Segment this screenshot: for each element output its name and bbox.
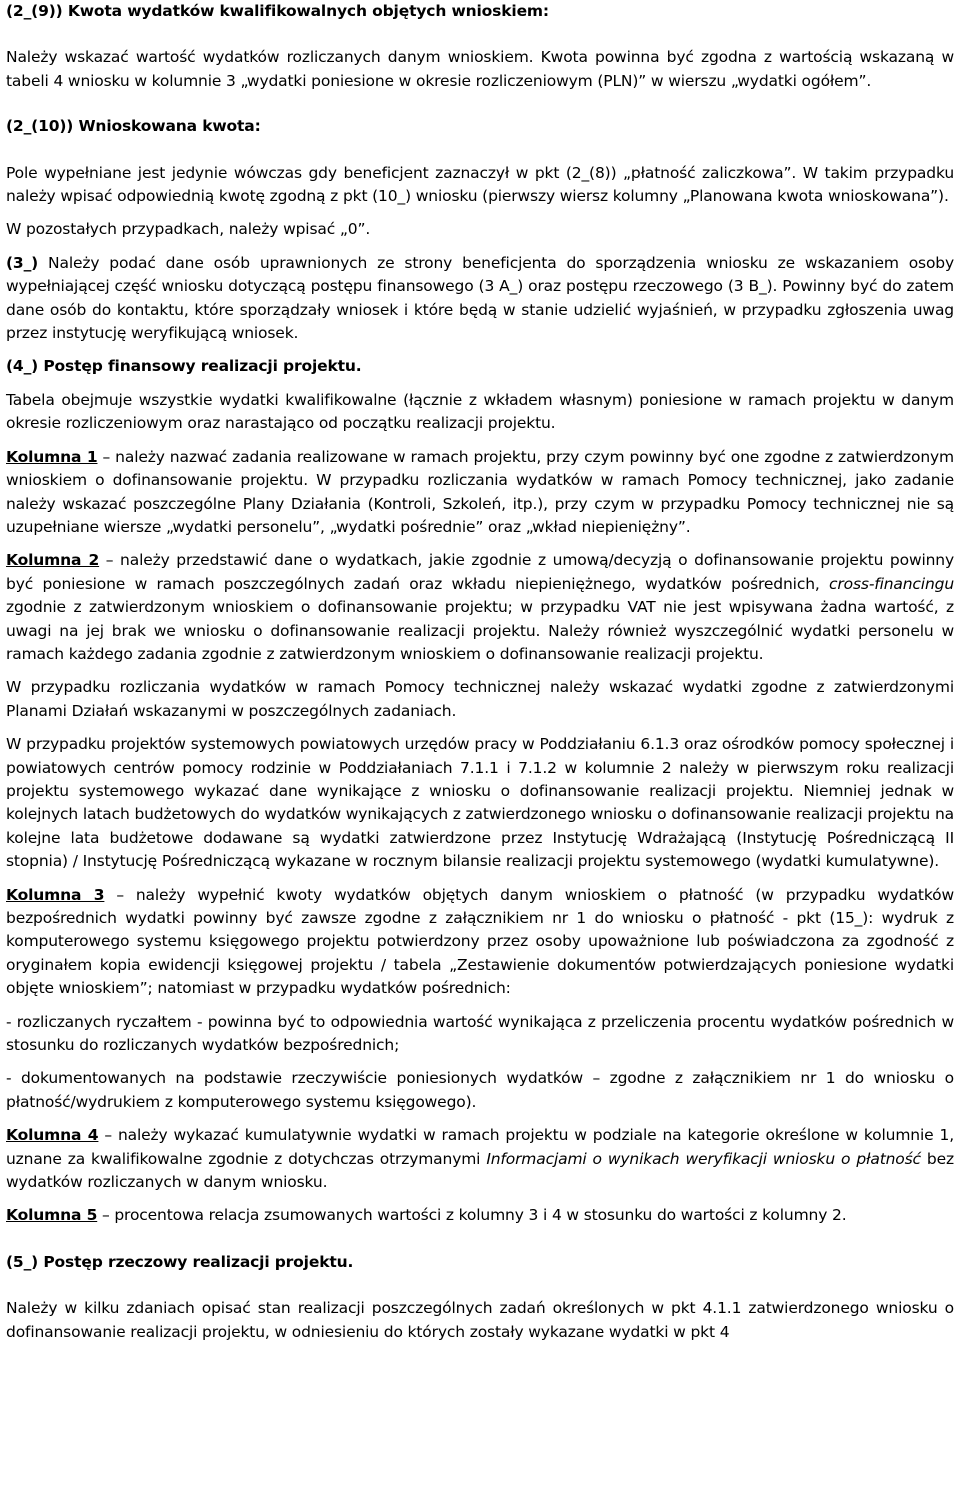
section-3-text: Należy podać dane osób uprawnionych ze strony beneficjenta do sporządzenia wniosku ze wskazaniem osoby wypełniającej część wniosku dotyczącą postępu finansowego (3 A_) oraz postępu rzeczowego (3 B_). Powinny być do zatem dane osób do kontaktu, które sporządzały wniosek i które będą w stanie udzielić wyjaśnień, w przypadku zgłoszenia uwag przez instytucję weryfikującą wniosek. bbox=[6, 253, 954, 343]
kolumna-2-paragraph-3: W przypadku projektów systemowych powiatowych urzędów pracy w Poddziałaniu 6.1.3 oraz ośrodków pomocy społecznej i powiatowych centrów pomocy rodzinie w Poddziałaniach 7.1.1 i 7.1.2 w kolumnie 2 należy w pierwszym roku realizacji projektu systemowego wykazać dane wynikające z wniosku o dofinansowanie realizacji projektu. Niemniej jednak w kolejnych latach budżetowych do wydatków wynikających z zatwierdzonego wniosku o dofinansowanie realizacji projektu na kolejne lata budżetowe dodawane są wydatki zatwierdzone przez Instytucję Wdrażającą (Instytucję Pośredniczącą II stopnia) / Instytucję Pośredniczącą wykazane w rocznym bilansie realizacji projektu systemowego (wydatki kumulatywne). bbox=[6, 735, 954, 871]
section-5-paragraph: Należy w kilku zdaniach opisać stan realizacji poszczególnych zadań określonych w pkt 4.1.1 zatwierdzonego wniosku o dofinansowanie realizacji projektu, w odniesieniu do których zostały wykazane wydatki w pkt 4 bbox=[6, 1299, 954, 1341]
section-4-intro: Tabela obejmuje wszystkie wydatki kwalifikowalne (łącznie z wkładem własnym) poniesione w ramach projektu w danym okresie rozliczeniowym oraz narastająco od początku realizacji projektu. bbox=[6, 390, 954, 433]
section-5-heading: (5_) Postęp rzeczowy realizacji projektu. bbox=[6, 1252, 354, 1271]
kolumna-5-paragraph bbox=[6, 1204, 954, 1227]
section-2-10-paragraph: Pole wypełniane jest jedynie wówczas gdy beneficjent zaznaczył w pkt (2_(8)) „płatność zaliczkowa”. W takim przypadku należy wpisać odpowiednią kwotę zgodną z pkt (10_) wniosku (pierwszy wiersz kolumny „Planowana kwota wnioskowana”). bbox=[6, 163, 954, 206]
kolumna-3-paragraph bbox=[6, 884, 954, 1001]
kolumna-1-text: – należy nazwać zadania realizowane w ramach projektu, przy czym powinny być one zgodne z zatwierdzonym wnioskiem o dofinansowanie projektu. W przypadku rozliczania wydatków w ramach Pomocy technicznej, jako zadanie należy wskazać poszczególne Plany Działania (Kontroli, Szkoleń, itp.), przy czym w przypadku Pomocy technicznej nie są uzupełniane wiersze „wydatki personelu”, „wydatki pośrednie” oraz „wkład niepieniężny”. bbox=[6, 447, 954, 536]
kolumna-3-bullet-2: - dokumentowanych na podstawie rzeczywiście poniesionych wydatków – zgodne z załącznikiem nr 1 do wniosku o płatność/wydrukiem z komputerowego systemu księgowego). bbox=[6, 1069, 954, 1111]
kolumna-2-paragraph-2: W przypadku rozliczania wydatków w ramach Pomocy technicznej należy wskazać wydatki zgodne z zatwierdzonymi Planami Działań wskazanymi w poszczególnych zadaniach. bbox=[6, 678, 954, 720]
section-3-paragraph bbox=[6, 252, 954, 346]
kolumna-2-text-b: zgodnie z zatwierdzonym wnioskiem o dofinansowanie projektu; w przypadku VAT nie jest wpisywana żadna wartość, z uwagi na jej brak we wniosku o dofinansowanie realizacji projektu. Należy również wyszczególnić wydatki personelu w ramach każdego zadania zgodnie z zatwierdzonym wnioskiem o dofinansowanie realizacji projektu. bbox=[6, 598, 954, 663]
kolumna-2-paragraph bbox=[6, 549, 954, 666]
section-2-10-paragraph-2: W pozostałych przypadkach, należy wpisać „0”. bbox=[6, 220, 371, 239]
kolumna-2-italic: cross-financingu bbox=[829, 574, 954, 593]
section-4-heading: (4_) Postęp finansowy realizacji projektu. bbox=[6, 357, 362, 376]
kolumna-4-text-b: bez wydatków rozliczanych w danym wniosku. bbox=[6, 1149, 954, 1192]
kolumna-1-label: Kolumna 1 bbox=[6, 447, 98, 466]
kolumna-4-paragraph bbox=[6, 1124, 954, 1194]
section-3-label: (3_) bbox=[6, 253, 39, 272]
section-2-9-heading: (2_(9)) Kwota wydatków kwalifikowalnych objętych wnioskiem: bbox=[6, 2, 549, 20]
kolumna-3-bullet-1: - rozliczanych ryczałtem - powinna być to odpowiednia wartość wynikająca z przeliczenia procentu wydatków pośrednich w stosunku do rozliczanych wydatków bezpośrednich; bbox=[6, 1012, 954, 1055]
kolumna-5-text: – procentowa relacja zsumowanych wartości z kolumny 3 i 4 w stosunku do wartości z kolumny 2. bbox=[97, 1206, 847, 1225]
kolumna-2-label: Kolumna 2 bbox=[6, 551, 100, 570]
section-2-10-heading: (2_(10)) Wnioskowana kwota: bbox=[6, 117, 261, 136]
kolumna-4-label: Kolumna 4 bbox=[6, 1126, 99, 1145]
section-2-9-paragraph: Należy wskazać wartość wydatków rozliczanych danym wnioskiem. Kwota powinna być zgodna z wartością wskazaną w tabeli 4 wniosku w kolumnie 3 „wydatki poniesione w okresie rozliczeniowym (PLN)” w wierszu „wydatki ogółem”. bbox=[6, 48, 954, 90]
kolumna-2-text-a: – należy przedstawić dane o wydatkach, jakie zgodnie z umową/decyzją o dofinansowanie projektu powinny być poniesione w ramach poszczególnych zadań oraz wkładu niepieniężnego, wydatków pośrednich, bbox=[6, 551, 954, 593]
kolumna-4-text-a: – należy wykazać kumulatywnie wydatki w ramach projektu w podziale na kategorie określone w kolumnie 1, uznane za kwalifikowalne zgodnie z dotychczas otrzymanymi bbox=[6, 1126, 954, 1168]
kolumna-4-italic: Informacjami o wynikach weryfikacji wniosku o płatność bbox=[486, 1149, 921, 1168]
kolumna-3-text: – należy wypełnić kwoty wydatków objętych danym wnioskiem o płatność (w przypadku wydatków bezpośrednich wydatki powinny być zawsze zgodne z załącznikiem nr 1 do wniosku o płatność - pkt (15_): wydruk z komputerowego systemu księgowego projektu potwierdzony przez osoby upoważnione lub poświadczona za zgodność z oryginałem kopia ewidencji księgowej projektu / tabela „Zestawienie dokumentów potwierdzających poniesione wydatki objęte wnioskiem”; natomiast w przypadku wydatków pośrednich: bbox=[6, 885, 954, 998]
kolumna-5-label: Kolumna 5 bbox=[6, 1206, 98, 1225]
kolumna-1-paragraph bbox=[6, 446, 954, 540]
kolumna-3-label: Kolumna 3 bbox=[6, 885, 105, 904]
